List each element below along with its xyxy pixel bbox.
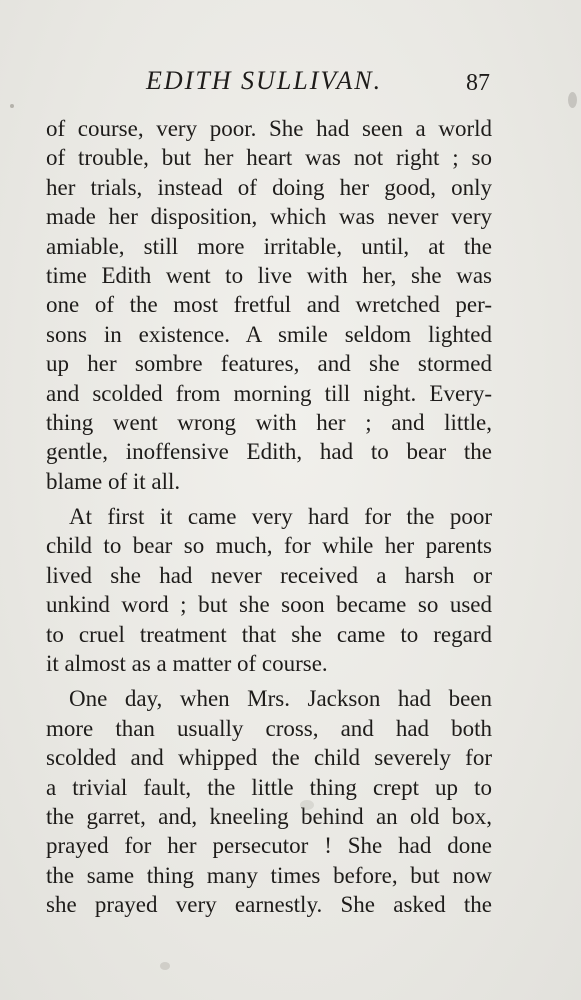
- text-line: unkind word ; but she soon became so used: [46, 592, 492, 618]
- text-line: of trouble, but her heart was not right ; so: [46, 145, 492, 171]
- text-line: she prayed very earnestly. She asked the: [46, 892, 492, 918]
- text-line: amiable, still more irritable, until, at the: [46, 233, 492, 259]
- text-line: a trivial fault, the little thing crept up to: [46, 774, 492, 800]
- text-line: it almost as a matter of course.: [46, 651, 328, 677]
- text-line: sons in existence. A smile seldom lighted: [46, 321, 492, 347]
- text-line: thing went wrong with her ; and little,: [46, 409, 492, 435]
- text-line: time Edith went to live with her, she was: [46, 262, 492, 288]
- paper-speck: [300, 800, 314, 810]
- text-line: gentle, inoffensive Edith, had to bear the: [46, 439, 492, 465]
- paper-speck: [160, 962, 170, 970]
- text-line: At first it came very hard for the poor: [69, 504, 492, 530]
- text-line: made her disposition, which was never very: [46, 204, 492, 230]
- text-line: child to bear so much, for while her parents: [46, 533, 492, 559]
- paragraph: [46, 502, 492, 678]
- page-number: 87: [466, 70, 490, 96]
- running-title: EDITH SULLIVAN.: [146, 66, 383, 95]
- text-line: scolded and whipped the child severely for: [46, 745, 492, 771]
- paragraph: [46, 114, 492, 496]
- text-line: of course, very poor. She had seen a world: [46, 116, 492, 141]
- text-line: lived she had never received a harsh or: [46, 562, 492, 588]
- text-line: One day, when Mrs. Jackson had been: [69, 686, 492, 712]
- text-line: the garret, and, kneeling behind an old box,: [46, 803, 492, 829]
- paper-speck: [10, 104, 14, 108]
- text-line: to cruel treatment that she came to regard: [46, 621, 492, 647]
- text-line: the same thing many times before, but now: [46, 862, 492, 888]
- text-line: and scolded from morning till night. Every-: [46, 380, 492, 406]
- paper-speck: [568, 92, 577, 108]
- running-head: [0, 66, 581, 102]
- text-line: her trials, instead of doing her good, only: [46, 174, 492, 200]
- body-text: [46, 114, 492, 920]
- text-line: up her sombre features, and she stormed: [46, 351, 492, 377]
- text-line: blame of it all.: [46, 468, 181, 494]
- paragraph: [46, 684, 492, 919]
- text-line: one of the most fretful and wretched per-: [46, 292, 492, 318]
- text-line: more than usually cross, and had both: [46, 715, 492, 741]
- text-line: prayed for her persecutor ! She had done: [46, 833, 492, 859]
